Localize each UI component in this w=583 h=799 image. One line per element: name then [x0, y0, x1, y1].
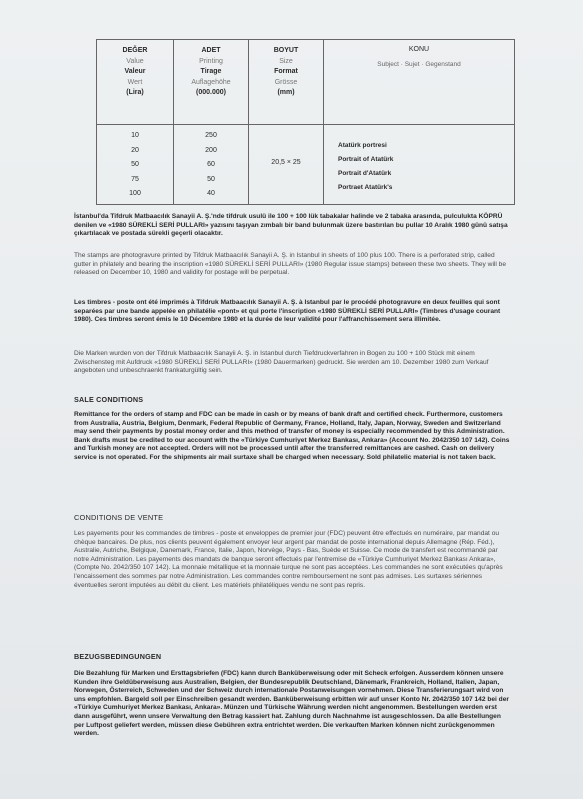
subject-german: Portraet Atatürk's [338, 184, 393, 191]
header-printing: Printing [199, 57, 223, 65]
value-cell: 75 [131, 175, 139, 183]
conditions-vente-heading: CONDITIONS DE VENTE [74, 513, 164, 522]
size-header [249, 40, 324, 125]
bezugsbedingungen-body-block [74, 670, 511, 739]
conditions-vente-body: Les payements pour les commandes de timbres - poste et enveloppes de premier jour (FDC) peuvent être effectués en numéraire, par mandat ou chèque bancaires. De plus, nos clients peuvent également envoyer leur argent par mandat de poste international depuis Allemagne (Rép. Féd.), Australie, Autriche, Belgique, Danemark, France, Italie, Japon, Norvège, Pays - Bas, Suède et Suisse. Ce mode de transfert est recommandé par notre Administration. Les payements des mandats de banque seront effectués par l'entremise de «Türkiye Cumhuriyet Merkez Bankası Ankara», (Compte No. 2042/350 107 142). La monnaie métallique et la monnaie turque ne sont pas acceptées. Les commandes ne sont exécutées qu'après l'encaissement des sommes par notre Administration. Les commandes contre remboursement ne sont pas admises. Les surtaxes sériennes éventuelles seront imputées au débit du client. Les matériels philatéliques vendu ne sont pas repris. [74, 530, 503, 589]
header-wert: Wert [127, 78, 143, 86]
printing-cell: 40 [207, 190, 215, 197]
subject-turkish: Atatürk portresi [338, 142, 387, 149]
header-quantity-unit: (000.000) [196, 89, 226, 96]
header-degér: DEĞER [122, 47, 148, 54]
conditions-vente-body-block [74, 530, 511, 590]
header-adet: ADET [201, 47, 221, 54]
header-boyut: BOYUT [273, 47, 299, 54]
value-cell: 50 [131, 161, 139, 168]
bezugsbedingungen-heading: BEZUGSBEDINGUNGEN [74, 652, 162, 661]
printing-column [174, 125, 249, 205]
printing-header [174, 40, 249, 125]
header-format: Format [274, 68, 298, 75]
header-mm: (mm) [277, 89, 295, 96]
printing-cell: 50 [207, 175, 215, 183]
format-cell [249, 125, 324, 205]
french-text: Les timbres - poste ont été imprimés à Tifdruk Matbaacılık Sanayii A. Ş. à Istanbul par le procédé photogravure en deux feuilles qui sont separées par une bande appelée en philatélie «pont» et qui porte l'inscription «1980 SÜREKLİ SERİ PULLARI» (Timbres d'usage courant 1980). Ces timbres seront émis le 10 Décembre 1980 et la durée de leur validité pour l'affranchissement sera illimitée. [74, 299, 501, 324]
english-text: The stamps are photogravure printed by Tifdruk Matbaacılık Sanayii A. Ş. in Istanbul in sheets of 100 plus 100. There is a perforated strip, called gutter in philately and bearing the inscription «1980 SÜREKLİ SERİ PULLARI» (1980 Regular issue stamps) between these two sheets. They will be released on December 10, 1980 and validity for postage will be perpetual. [74, 252, 507, 277]
stamp-specs-table [96, 39, 515, 205]
value-column [97, 125, 174, 205]
header-subject: Subject · Sujet · Gegenstand [377, 61, 461, 68]
header-konu: KONU [408, 46, 430, 53]
subject-english: Portrait of Atatürk [338, 156, 394, 163]
subject-french: Portrait d'Atatürk [338, 170, 392, 177]
header-size: Size [279, 57, 293, 65]
format-value: 20,5 × 25 [271, 159, 301, 166]
printing-cell: 60 [207, 161, 215, 168]
header-auflagehohe: Auflagehöhe [191, 78, 231, 86]
value-header [97, 40, 174, 125]
german-text: Die Marken wurden von der Tifdruk Matbaacılık Sanayii A. Ş. in Istanbul durch Tiefdruckverfahren in Bogen zu 100 + 100 Stück mit einem Zwischensteg mit Aufdruck «1980 SÜREKLİ SERİ PULLARI» (1980 Dauermarken) gedruckt. Sie werden am 10. Dezember 1980 zum Verkauf angeboten und unbeschraenkt frankaturgültig sein. [74, 350, 489, 375]
value-cell: 10 [131, 132, 139, 139]
french-paragraph [74, 299, 511, 325]
bezugsbedingungen-section [74, 653, 511, 662]
value-cell: 100 [129, 190, 141, 197]
value-cell: 20 [131, 146, 139, 154]
turkish-paragraph [74, 213, 511, 239]
sale-conditions-heading: SALE CONDITIONS [74, 395, 144, 404]
german-paragraph [74, 350, 511, 376]
header-grosse: Grösse [274, 78, 298, 86]
subject-column [324, 125, 515, 205]
subject-header [324, 40, 515, 125]
header-tirage: Tirage [200, 68, 222, 75]
printing-cell: 250 [205, 132, 217, 139]
bezugsbedingungen-body: Die Bezahlung für Marken und Ersttagsbriefen (FDC) kann durch Banküberweisung oder mit Scheck erfolgen. Ausserdem können unsere Kunden ihre Geldüberweisung aus Australien, Belgien, der Bundesrepublik Deutschland, Dänemark, Frankreich, Holland, Italien, Japan, Norwegen, Österreich, Schweden und der Schweiz durch internationale Postanweisungen vornehmen. Diese Transferierungsart wird von uns empfohlen. Bargeld soll per Einschreiben gesandt werden. Banküberweisung erbitten wir auf unser Konto Nr. 2042/350 107 142 bei der «Türkiye Cumhuriyet Merkez Bankası, Ankara». Münzen und Türkische Währung werden nicht angenommen. Bestellungen werden erst dann ausgeführt, wenn unsere Verwaltung den Betrag kassiert hat. Zahlung durch Nachnahme ist ausgeschlossen. Da alle Bestellungen per Luftpost geliefert werden, müssen diese Gebühren extra entrichtet werden. Die verkauften Marken können nicht zurückgenommen werden. [74, 670, 509, 738]
sale-conditions-body-block [74, 411, 511, 463]
header-lira: (Lira) [126, 89, 144, 96]
header-valeur: Valeur [124, 68, 146, 75]
english-paragraph [74, 252, 511, 278]
sale-conditions-section [74, 396, 511, 405]
turkish-text: İstanbul'da Tifdruk Matbaacılık Sanayii A. Ş.'nde tifdruk usulü ile 100 + 100 lük tabakalar halinde ve 2 tabaka arasında, pulculukta KÖPRÜ denilen ve «1980 SÜREKLİ SERİ PULLARI» yazısını taşıyan zımbalı bir band bulunmak üzere bastırılan bu pullar 10 Aralık 1980 günü satışa çıkartılacak ve postada sürekli geçerli olacaktır. [74, 213, 508, 238]
header-value: Value [126, 57, 144, 65]
printing-cell: 200 [205, 146, 217, 154]
sale-conditions-body: Remittance for the orders of stamp and FDC can be made in cash or by means of bank draft and certified check. Furthermore, customers from Australia, Austria, Belgium, Denmark, Federal Republic of Germany, France, Holland, Italy, Japan, Norway, Sweden and Switzerland may send their payments by postal money order and this method of transfer of money is especially recommended by this Administration. Bank drafts must be credited to our account with the «Türkiye Cumhuriyet Merkez Bankası, Ankara» (Account No. 2042/350 107 142). Coins and Turkish money are not accepted. Orders will not be processed until after the transferred remittances are cashed. Cash on delivery service is not operated. For the shipments air mail surtaxe shall be charged when necessary. Sold philatelic material is not taken back. [74, 411, 510, 461]
conditions-vente-section [74, 514, 511, 523]
